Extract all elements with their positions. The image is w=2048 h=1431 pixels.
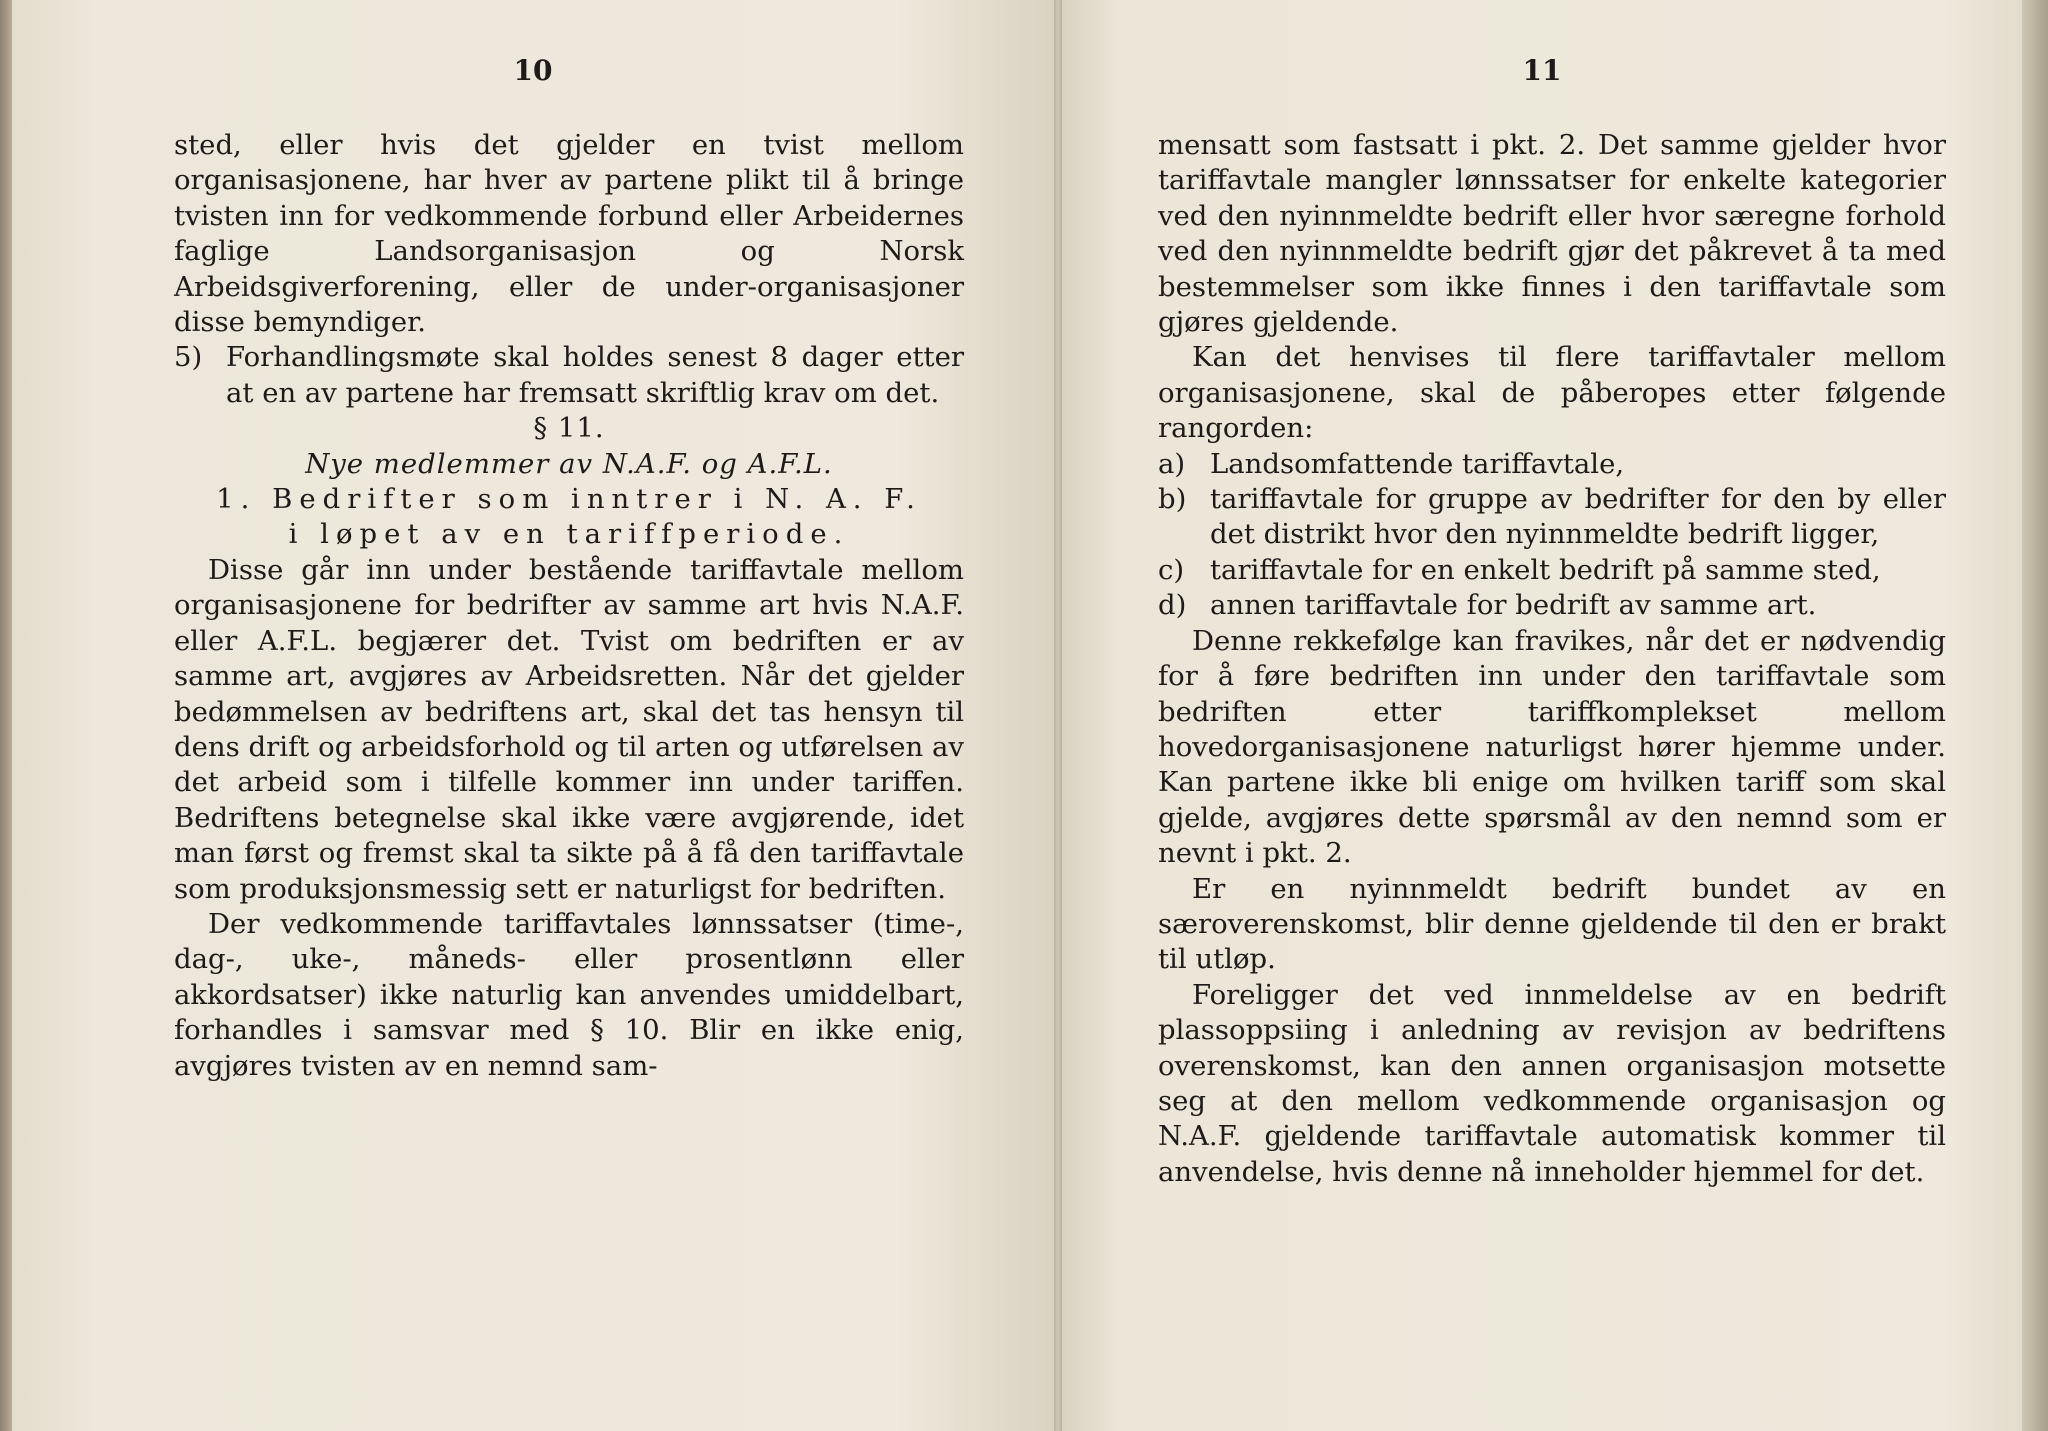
list-label: c) xyxy=(1158,553,1185,586)
list-text: Forhandlingsmøte skal holdes senest 8 dager etter at en av partene har fremsatt skriftlig krav om det. xyxy=(226,341,964,409)
list-item-c xyxy=(1158,553,1946,588)
list-label: b) xyxy=(1158,483,1187,516)
right-page xyxy=(1062,0,2022,1431)
list-text: annen tariffavtale for bedrift av samme art. xyxy=(1210,589,1817,622)
list-text: Landsomfattende tariffavtale, xyxy=(1210,447,1625,480)
list-text: tariffavtale for gruppe av bedrifter for den by eller det distrikt hvor den nyinnmeldte bedrift ligger, xyxy=(1210,483,1946,551)
list-label: a) xyxy=(1158,447,1186,480)
list-item-5 xyxy=(174,340,964,411)
opening-paragraph: mensatt som fastsatt i pkt. 2. Det samme gjelder hvor tariffavtale mangler lønnssatser for enkelte kategorier ved den nyinnmeldte bedrift eller hvor særegne forhold ved den nyinnmeldte bedrift gjør det påkrevet å ta med bestemmelser som ikke finnes i den tariffavtale som gjøres gjeldende. xyxy=(1158,129,1946,339)
section-title: Nye medlemmer av N.A.F. og A.F.L. xyxy=(305,447,833,480)
list-label: 5) xyxy=(174,341,203,374)
paragraph: Er en nyinnmeldt bedrift bundet av en særoverenskomst, blir denne gjeldende til den er brakt til utløp. xyxy=(1158,872,1946,976)
book-gutter xyxy=(1054,0,1062,1431)
paragraph: Denne rekkefølge kan fravikes, når det er nødvendig for å føre bedriften inn under den tariffavtale som bedriften etter tariffkomplekset mellom hovedorganisasjonene naturligst hører hjemme under. Kan partene ikke bli enige om hvilken tariff som skal gjelde, avgjøres dette spørsmål av den nemnd som er nevnt i pkt. 2. xyxy=(1158,624,1946,870)
paragraph: Foreligger det ved innmeldelse av en bedrift plassoppsiing i anledning av revisjon av bedriftens overenskomst, kan den annen organisasjon motsette seg at den mellom vedkommende organisasjon og N.A.F. gjeldende tariffavtale automatisk kommer til anvendelse, hvis denne nå inneholder hjemmel for det. xyxy=(1158,978,1946,1188)
page-number-left: 10 xyxy=(513,54,553,87)
right-page-text xyxy=(1158,128,1946,1190)
subheading-line-2: i løpet av en tariffperiode. xyxy=(288,518,850,551)
list-item-b xyxy=(1158,482,1946,553)
list-label: d) xyxy=(1158,589,1187,622)
opening-paragraph: sted, eller hvis det gjelder en tvist mellom organisasjonene, har hver av partene plikt til å bringe tvisten inn for vedkommende forbund eller Arbeidernes faglige Landsorganisasjon og Norsk Arbeidsgiverforening, eller de under-organisasjoner disse bemyndiger. xyxy=(174,129,964,339)
list-item-a xyxy=(1158,447,1946,482)
list-text: tariffavtale for en enkelt bedrift på samme sted, xyxy=(1210,553,1881,586)
page-number-right: 11 xyxy=(1522,54,1562,87)
left-page xyxy=(12,0,1054,1431)
paragraph: Der vedkommende tariffavtales lønnssatser (time-, dag-, uke-, måneds- eller prosentlønn eller akkordsatser) ikke naturlig kan anvendes umiddelbart, forhandles i samsvar med § 10. Blir en ikke enig, avgjøres tvisten av en nemnd sam- xyxy=(174,907,964,1082)
left-page-text xyxy=(174,128,964,1084)
book-edge-left xyxy=(0,0,12,1431)
list-item-d xyxy=(1158,588,1946,623)
book-edge-right xyxy=(2022,0,2048,1431)
subheading-line-1: 1. Bedrifter som inntrer i N. A. F. xyxy=(216,483,922,516)
paragraph: Disse går inn under bestående tariffavtale mellom organisasjonene for bedrifter av samme art hvis N.A.F. eller A.F.L. begjærer det. Tvist om bedriften er av samme art, avgjøres av Arbeidsretten. Når det gjelder bedømmelsen av bedriftens art, skal det tas hensyn til dens drift og arbeidsforhold og til arten og utførelsen av det arbeid som i tilfelle kommer inn under tariffen. Bedriftens betegnelse skal ikke være avgjørende, idet man først og fremst skal ta sikte på å få den tariffavtale som produksjonsmessig sett er naturligst for bedriften. xyxy=(174,553,964,905)
paragraph: Kan det henvises til flere tariffavtaler mellom organisasjonene, skal de påberopes etter følgende rangorden: xyxy=(1158,341,1946,445)
section-heading: § 11. xyxy=(533,412,605,445)
